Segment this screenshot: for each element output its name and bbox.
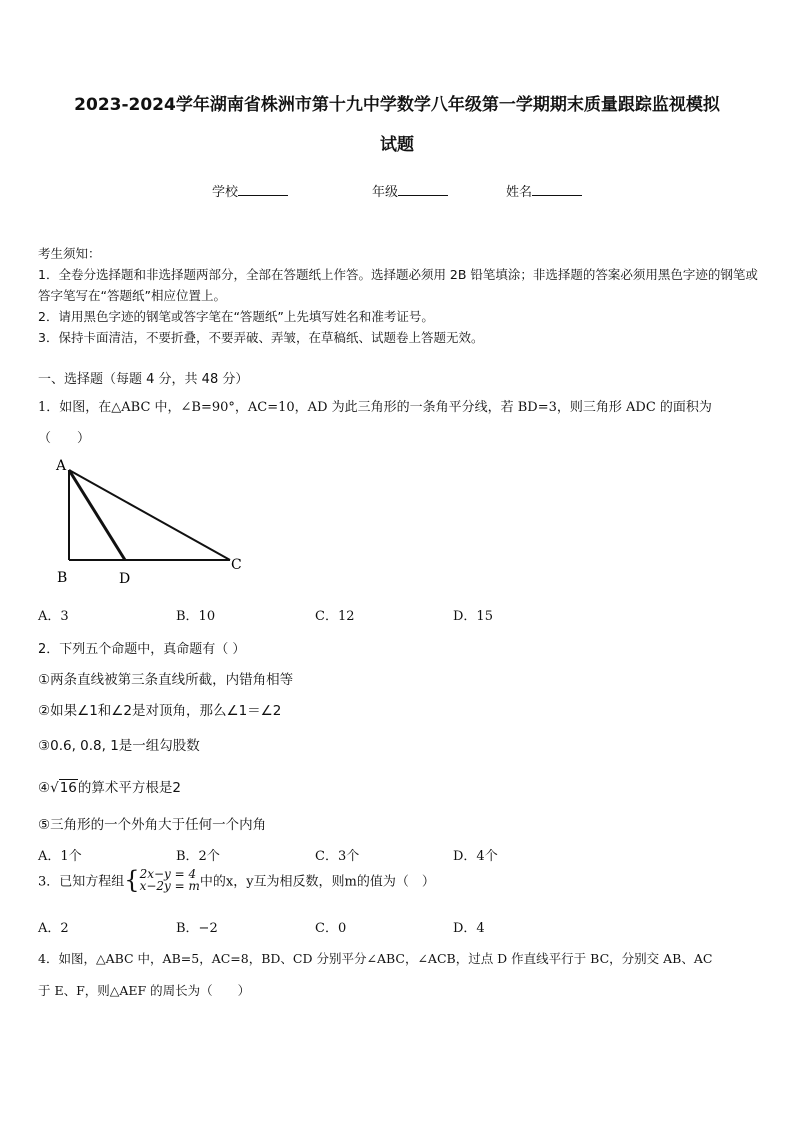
q1-triangle-figure (50, 455, 250, 590)
q1-option-d[interactable]: D．15 (453, 609, 493, 624)
section-heading: 一、选择题（每题 4 分，共 48 分） (38, 372, 249, 387)
q2-option-b[interactable]: B．2个 (176, 849, 220, 864)
q2-s4-prefix: ④ (38, 780, 51, 796)
name-label: 姓名 (506, 185, 533, 200)
q3-prefix: 3．已知方程组 (38, 874, 125, 890)
equation-1: 2x−y = 4 (139, 867, 197, 881)
equation-system (140, 868, 200, 892)
notice-item-2: 2．请用黑色字迹的钢笔或答字笔在“答题纸”上先填写姓名和准考证号。 (38, 309, 434, 324)
q4-stem-line2: 于 E、F，则△AEF 的周长为（ ） (38, 983, 251, 998)
page-title-line1: 2023-2024学年湖南省株洲市第十九中学数学八年级第一学期期末质量跟踪监视模拟 (74, 95, 720, 115)
notice-item-1: 1．全卷分选择题和非选择题两部分，全部在答题纸上作答。选择题必须用 2B 铅笔填涂；非选择题的答案必须用黑色字迹的钢笔或答字笔写在“答题纸”相应位置上。 (38, 267, 758, 303)
q2-statement-1: ①两条直线被第三条直线所截，内错角相等 (38, 672, 294, 688)
q3-suffix: 中的x，y互为相反数，则m的值为（ ） (199, 874, 435, 890)
label-c: C (231, 557, 242, 573)
radicand: 16 (59, 780, 77, 796)
q1-option-a[interactable]: A．3 (38, 609, 69, 624)
label-b: B (57, 570, 68, 586)
q1-paren: （ ） (38, 431, 91, 446)
q2-statement-5: ⑤三角形的一个外角大于任何一个内角 (38, 817, 267, 833)
name-field (506, 181, 582, 200)
page-title-line2: 试题 (380, 135, 414, 155)
name-blank (532, 183, 582, 196)
q2-statement-2: ②如果∠1和∠2是对顶角，那么∠1＝∠2 (38, 703, 282, 719)
q3-option-a[interactable]: A．2 (38, 921, 69, 936)
q1-option-c[interactable]: C．12 (315, 609, 355, 624)
grade-label: 年级 (372, 185, 399, 200)
q2-option-d[interactable]: D．4个 (453, 849, 498, 864)
q3-option-d[interactable]: D．4 (453, 921, 485, 936)
equation-2: x−2y = m (139, 879, 200, 893)
q1-stem: 1．如图，在△ABC 中，∠B=90°，AC=10，AD 为此三角形的一条角平分线，若 BD=3，则三角形 ADC 的面积为 (38, 400, 712, 415)
notice-heading: 考生须知： (38, 246, 101, 261)
school-label: 学校 (212, 185, 239, 200)
q2-s4-suffix: 的算术平方根是2 (77, 780, 181, 796)
grade-field (372, 181, 448, 200)
q3-option-b[interactable]: B．−2 (176, 921, 218, 936)
brace-symbol: { (124, 866, 140, 894)
label-a: A (56, 458, 67, 474)
bisector-ad (69, 470, 125, 560)
q2-option-c[interactable]: C．3个 (315, 849, 360, 864)
label-d: D (119, 571, 131, 587)
q4-stem-line1: 4．如图，△ABC 中，AB=5，AC=8，BD、CD 分别平分∠ABC，∠ACB，过点 D 作直线平行于 BC，分别交 AB、AC (38, 951, 713, 966)
side-ac (69, 470, 230, 560)
q2-stem: 2．下列五个命题中，真命题有（ ） (38, 642, 246, 657)
q3-option-c[interactable]: C．0 (315, 921, 347, 936)
sqrt-sign: √16 (50, 780, 77, 796)
q1-option-b[interactable]: B．10 (176, 609, 216, 624)
q2-statement-3: ③0.6, 0.8, 1是一组勾股数 (38, 738, 200, 754)
school-field (212, 181, 288, 200)
q3-stem (38, 868, 435, 892)
notice-item-3: 3．保持卡面清洁，不要折叠，不要弄破、弄皱，在草稿纸、试题卷上答题无效。 (38, 330, 484, 345)
q2-statement-4 (38, 776, 181, 796)
school-blank (238, 183, 288, 196)
q2-option-a[interactable]: A．1个 (38, 849, 82, 864)
grade-blank (398, 183, 448, 196)
notice-block (38, 243, 758, 348)
